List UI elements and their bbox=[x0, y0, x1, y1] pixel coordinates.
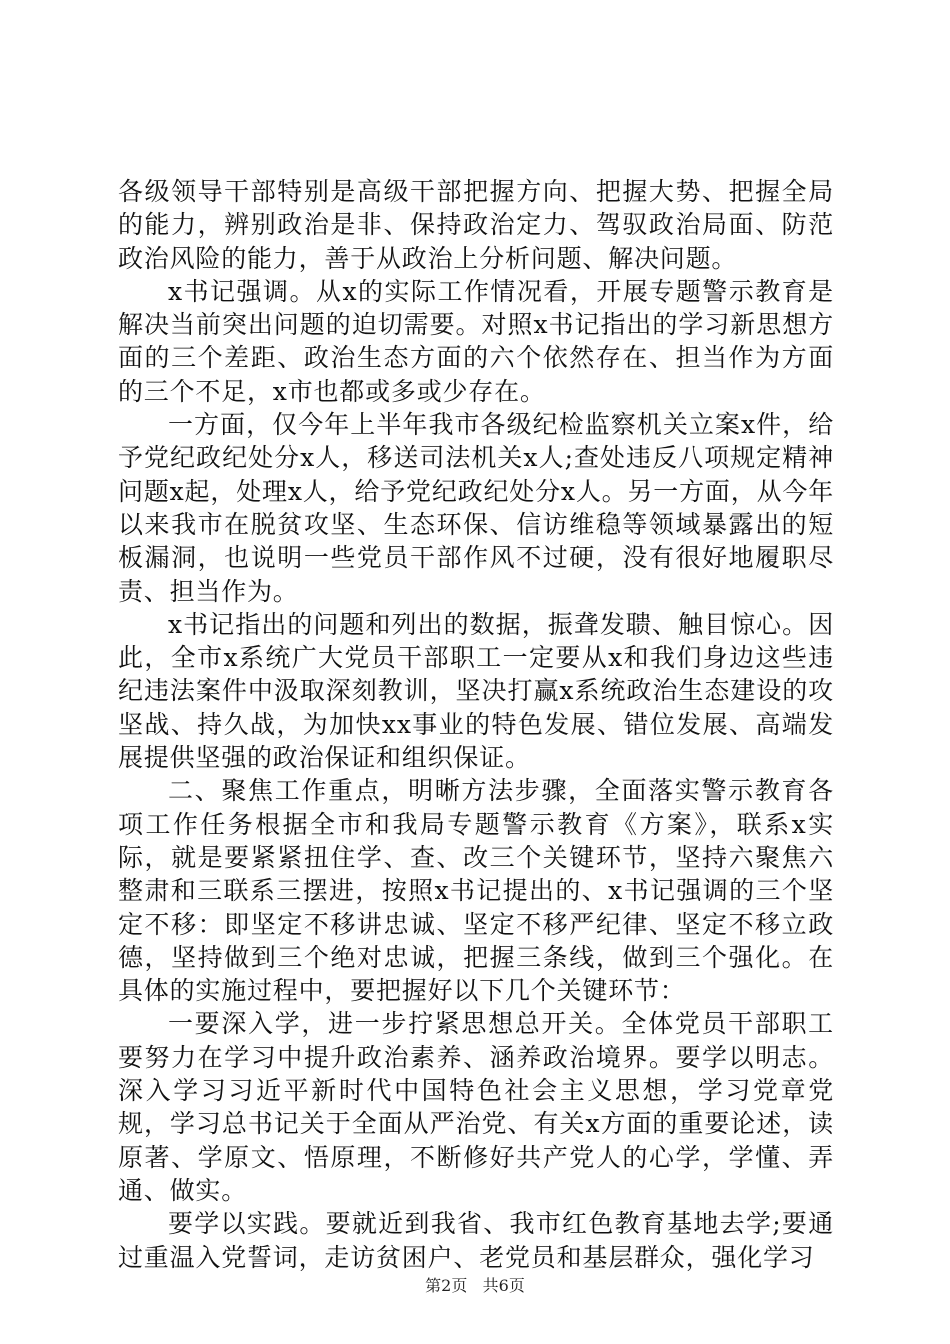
paragraph-5: 二、聚焦工作重点，明晰方法步骤，全面落实警示教育各项工作任务根据全市和我局专题警示教育《方案》，联系x实际，就是要紧紧扭住学、查、改三个关键环节，坚持六聚焦六整肃和三联系三摆进，按照x书记提出的、x书记强调的三个坚定不移：即坚定不移讲忠诚、坚定不移严纪律、坚定不移立政德，坚持做到三个绝对忠诚，把握三条线，做到三个强化。在具体的实施过程中，要把握好以下几个关键环节： bbox=[118, 776, 834, 1006]
page-total: 共6页 bbox=[482, 1276, 525, 1295]
paragraph-6: 一要深入学，进一步拧紧思想总开关。全体党员干部职工要努力在学习中提升政治素养、涵养政治境界。要学以明志。深入学习习近平新时代中国特色社会主义思想，学习党章党规，学习总书记关于全面从严治党、有关x方面的重要论述，读原著、学原文、悟原理，不断修好共产党人的心学，学懂、弄通、做实。 bbox=[118, 1009, 834, 1205]
paragraph-4: x书记指出的问题和列出的数据，振聋发聩、触目惊心。因此，全市x系统广大党员干部职工一定要从x和我们身边这些违纪违法案件中汲取深刻教训，坚决打赢x系统政治生态建设的攻坚战、持久战，为加快xx事业的特色发展、错位发展、高端发展提供坚强的政治保证和组织保证。 bbox=[118, 609, 834, 773]
paragraph-7: 要学以实践。要就近到我省、我市红色教育基地去学;要通过重温入党誓词，走访贫困户、老党员和基层群众，强化学习 bbox=[118, 1209, 834, 1272]
paragraph-1: 各级领导干部特别是高级干部把握方向、把握大势、把握全局的能力，辨别政治是非、保持政治定力、驾驭政治局面、防范政治风险的能力，善于从政治上分析问题、解决问题。 bbox=[118, 177, 834, 273]
paragraph-3: 一方面，仅今年上半年我市各级纪检监察机关立案x件，给予党纪政纪处分x人，移送司法机关x人;查处违反八项规定精神问题x起，处理x人，给予党纪政纪处分x人。另一方面，从今年以来我市在脱贫攻坚、生态环保、信访维稳等领域暴露出的短板漏洞，也说明一些党员干部作风不过硬，没有很好地履职尽责、担当作为。 bbox=[118, 410, 834, 606]
page-number: 第2页 bbox=[425, 1276, 468, 1295]
page-footer bbox=[0, 1273, 950, 1296]
paragraph-2: x书记强调。从x的实际工作情况看，开展专题警示教育是解决当前突出问题的迫切需要。对照x书记指出的学习新思想方面的三个差距、政治生态方面的六个依然存在、担当作为方面的三个不足，x市也都或多或少存在。 bbox=[118, 276, 834, 406]
document-body bbox=[118, 175, 834, 1274]
